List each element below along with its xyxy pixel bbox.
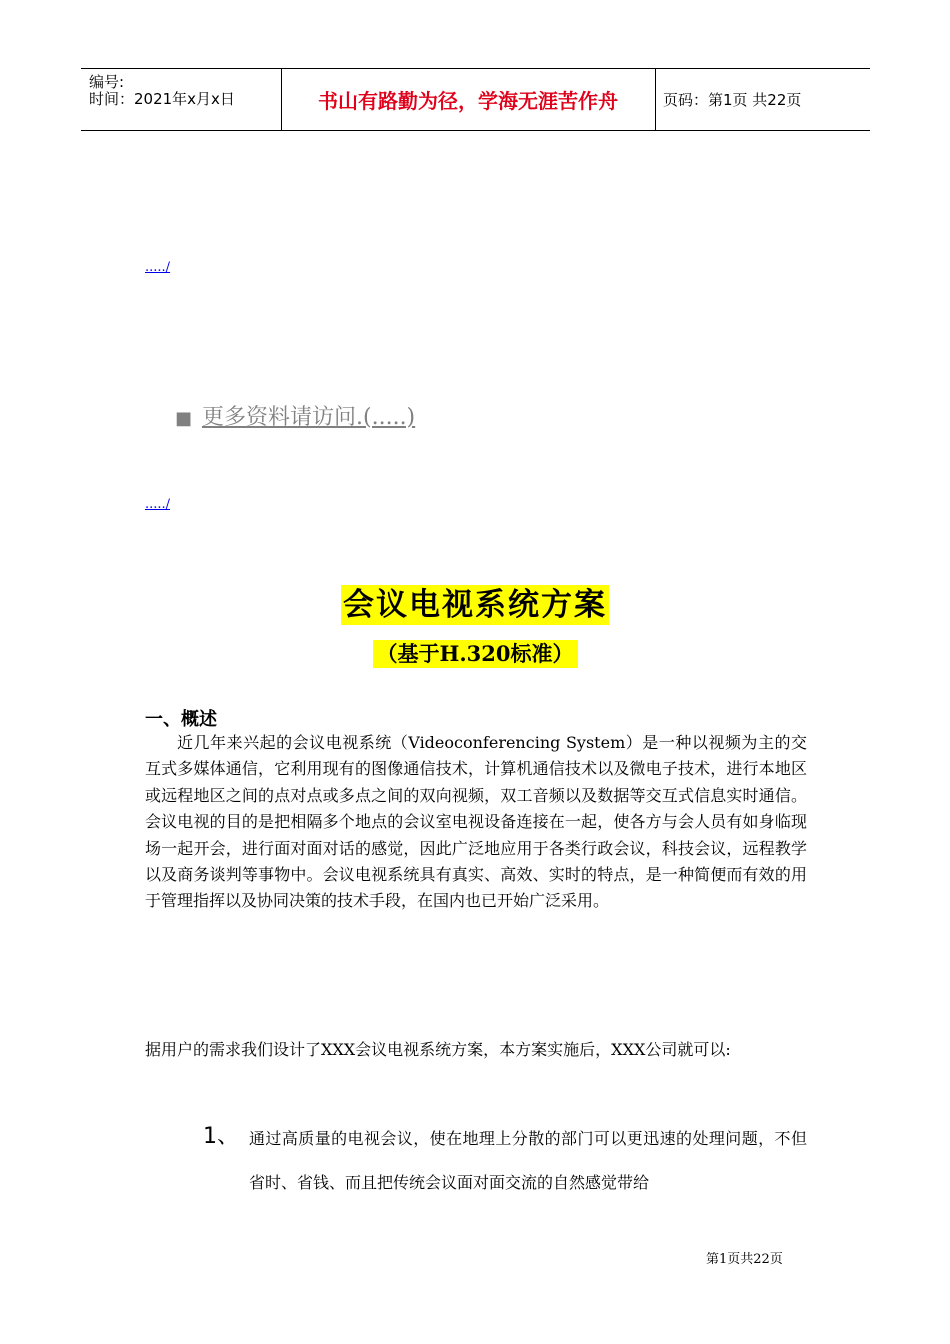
square-bullet-icon: ■ bbox=[175, 408, 193, 429]
time-label: 时间：2021年x月x日 bbox=[89, 90, 235, 108]
list-item-number: 1、 bbox=[203, 1124, 239, 1149]
document-title: 会议电视系统方案 bbox=[343, 587, 607, 623]
header-right-cell bbox=[655, 69, 870, 130]
link-bottom[interactable]: ...../ bbox=[145, 497, 171, 512]
title-container bbox=[0, 585, 950, 625]
document-subtitle: （基于H.320标准） bbox=[373, 640, 578, 668]
header-left-cell bbox=[81, 69, 282, 130]
section-heading: 一、概述 bbox=[145, 709, 217, 730]
page-header bbox=[81, 68, 870, 131]
header-middle-cell bbox=[281, 69, 656, 130]
subtitle-container bbox=[0, 640, 950, 668]
page-footer: 第1页共22页 bbox=[706, 1252, 783, 1267]
link-top[interactable]: ...../ bbox=[145, 260, 171, 275]
header-page-info: 页码：第1页 共22页 bbox=[663, 91, 802, 109]
overview-paragraph: 近几年来兴起的会议电视系统（Videoconferencing System）是一种以视频为主的交互式多媒体通信，它利用现有的图像通信技术，计算机通信技术以及微电子技术，进行本地区或远程地区之间的点对点或多点之间的双向视频，双工音频以及数据等交互式信息实时通信。会议电视的目的是把相隔多个地点的会议室电视设备连接在一起，使各方与会人员有如身临现场一起开会，进行面对面对话的感觉，因此广泛地应用于各类行政会议，科技会议，远程教学以及商务谈判等事物中。会议电视系统具有真实、高效、实时的特点，是一种简便而有效的用于管理指挥以及协同决策的技术手段，在国内也已开始广泛采用。 bbox=[145, 733, 807, 911]
intro-paragraph: 据用户的需求我们设计了XXX会议电视系统方案，本方案实施后，XXX公司就可以: bbox=[145, 1040, 731, 1059]
list-item-text: 通过高质量的电视会议，使在地理上分散的部门可以更迅速的处理问题，不但省时、省钱、而且把传统会议面对面交流的自然感觉带给 bbox=[249, 1129, 807, 1192]
header-motto: 书山有路勤为径，学海无涯苦作舟 bbox=[318, 89, 618, 113]
more-info-line bbox=[175, 400, 415, 431]
number-label: 编号: bbox=[89, 73, 125, 91]
more-info-link[interactable]: 更多资料请访问.(.....) bbox=[202, 405, 416, 430]
